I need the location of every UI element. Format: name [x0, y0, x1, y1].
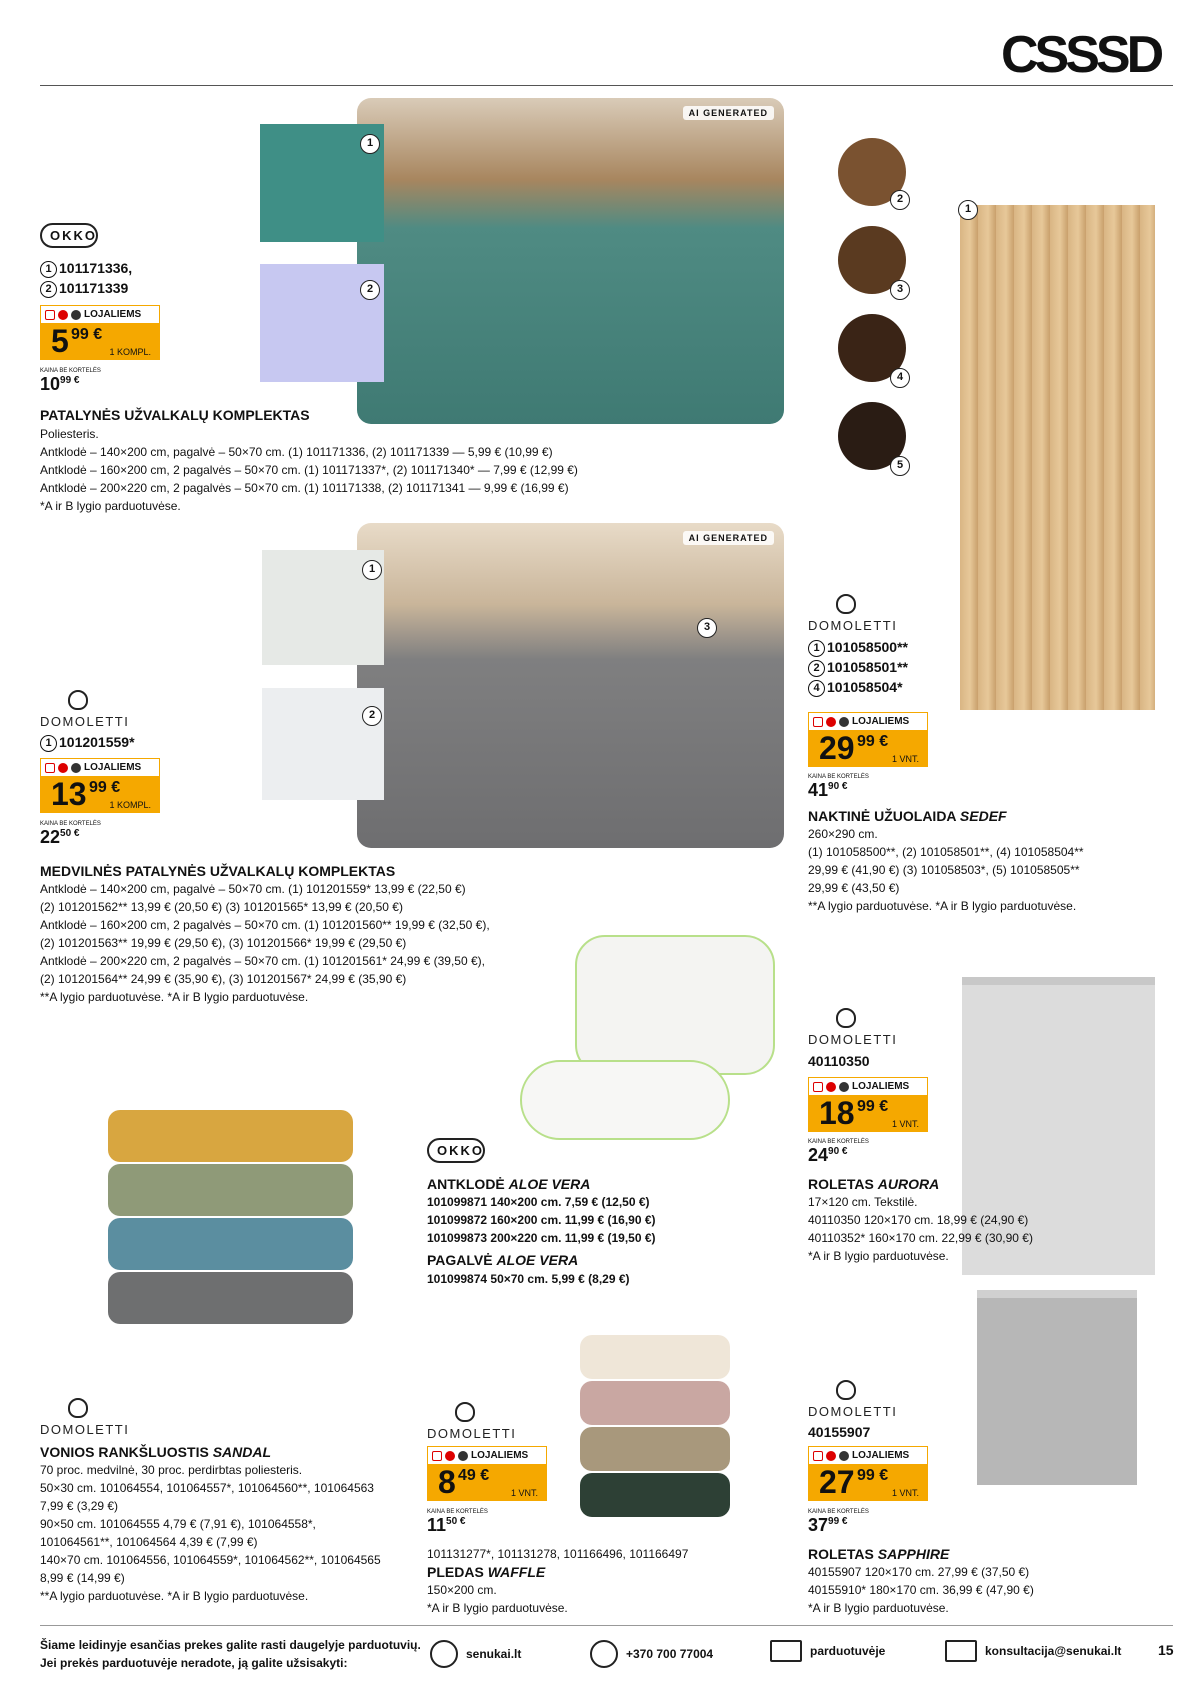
globe-icon: [430, 1640, 458, 1668]
brand-domoletti: DOMOLETTI: [808, 594, 897, 633]
footer-email[interactable]: konsultacija@senukai.lt: [945, 1640, 1121, 1662]
loyal-price-box: LOJALIEMS 27 99 € 1 VNT.: [808, 1446, 928, 1501]
loyal-price-box: LOJALIEMS 13 99 € 1 KOMPL.: [40, 758, 160, 813]
footer-divider: [40, 1625, 1173, 1626]
roller-blind-photo: [977, 1290, 1137, 1485]
brand-domoletti: DOMOLETTI: [40, 690, 129, 729]
product-codes: 1 101058500** 2 101058501** 4 101058504*: [808, 637, 908, 697]
domoletti-logo-icon: [68, 690, 88, 710]
top-divider: [40, 85, 1173, 86]
loyal-price-box: LOJALIEMS 18 99 € 1 VNT.: [808, 1077, 928, 1132]
curtain-tag-1: 1: [958, 200, 978, 220]
swatch-tag-2: 2: [360, 280, 380, 300]
domoletti-logo-icon: [836, 1008, 856, 1028]
swatch-tag-1: 1: [360, 134, 380, 154]
product-description: 150×200 cm. *A ir B lygio parduotuvėse.: [427, 1583, 568, 1615]
bedding-photo-2: [357, 523, 784, 848]
product-code: 40155907: [808, 1424, 871, 1440]
product-title: PATALYNĖS UŽVALKALŲ KOMPLEKTAS: [40, 407, 310, 423]
product-title: ROLETAS AURORA: [808, 1176, 940, 1192]
product-codes: 101131277*, 101131278, 101166496, 101166497: [427, 1547, 689, 1561]
brand-okko: OKKO: [427, 1138, 485, 1163]
brand-domoletti: DOMOLETTI: [808, 1008, 897, 1047]
mail-icon: [945, 1640, 977, 1662]
loyal-price-box: LOJALIEMS 8 49 € 1 VNT.: [427, 1446, 547, 1501]
regular-price: KAINA BE KORTELĖS $22^{50 €}$: [40, 821, 101, 847]
product-description: 260×290 cm. (1) 101058500**, (2) 101058501**, (4) 101058504** 29,99 € (41,90 €) (3) 101058503*, (5) 101058505** 29,99 € (43,50 €) **A lygio parduotuvėse. *A ir B lygio parduotuvėse.: [808, 827, 1084, 913]
footer-store[interactable]: parduotuvėje: [770, 1640, 885, 1662]
towels-photo: [108, 1110, 353, 1325]
swatch-2: [262, 688, 384, 800]
ai-generated-label: AI GENERATED: [683, 531, 774, 545]
swatch-tag-2: 2: [362, 706, 382, 726]
loyal-price-box: LOJALIEMS 29 99 € 1 VNT.: [808, 712, 928, 767]
product-title: ROLETAS SAPPHIRE: [808, 1546, 950, 1562]
domoletti-logo-icon: [836, 594, 856, 614]
product-title: NAKTINĖ UŽUOLAIDA SEDEF: [808, 808, 1007, 824]
product-title-duvet: ANTKLODĖ ALOE VERA: [427, 1176, 591, 1192]
brand-domoletti: DOMOLETTI: [808, 1380, 897, 1419]
page-number: 15: [1158, 1642, 1174, 1658]
ai-generated-label: AI GENERATED: [683, 106, 774, 120]
domoletti-logo-icon: [68, 1398, 88, 1418]
swatch-tag-1: 1: [362, 560, 382, 580]
swatch-tag-4: 4: [890, 368, 910, 388]
brand-domoletti: DOMOLETTI: [427, 1402, 516, 1441]
photo-tag-3: 3: [697, 618, 717, 638]
product-title-pillow: PAGALVĖ ALOE VERA: [427, 1252, 579, 1268]
domoletti-logo-icon: [455, 1402, 475, 1422]
regular-price: KAINA BE KORTELĖS $10^{99 €}$: [40, 368, 101, 394]
curtain-photo: [960, 205, 1155, 710]
product-title: PLEDAS WAFFLE: [427, 1564, 546, 1580]
product-title: VONIOS RANKŠLUOSTIS SANDAL: [40, 1444, 272, 1460]
bedding-photo-1: [357, 98, 784, 424]
product-codes: 1 101201559*: [40, 732, 135, 752]
brand-domoletti: DOMOLETTI: [40, 1398, 129, 1437]
cart-icon: [770, 1640, 802, 1662]
product-description-pillow: 101099874 50×70 cm. 5,99 € (8,29 €): [427, 1272, 630, 1286]
product-description-duvet: 101099871 140×200 cm. 7,59 € (12,50 €) 101099872 160×200 cm. 11,99 € (16,90 €) 101099873 200×220 cm. 11,99 € (19,50 €): [427, 1195, 656, 1245]
footer-phone[interactable]: +370 700 77004: [590, 1640, 713, 1668]
brand-logo: [1001, 26, 1171, 84]
product-description: Antklodė – 140×200 cm, pagalvė – 50×70 cm. (1) 101201559* 13,99 € (22,50 €) (2) 101201562** 13,99 € (20,50 €) (3) 101201565* 13,99 € (20,50 €) Antklodė – 160×200 cm, 2 pagalvės – 50×70 cm. (1) 101201560** 19,99 € (32,50 €), (2) 101201563** 19,99 € (29,50 €), (3) 101201566* 19,99 € (29,50 €) Antklodė – 200×220 cm, 2 pagalvės – 50×70 cm. (1) 101201561* 24,99 € (39,50 €), (2) 101201564** 24,99 € (35,90 €), (3) 101201567* 24,99 € (35,90 €) **A lygio parduotuvėse. *A ir B lygio parduotuvėse.: [40, 882, 490, 1004]
footer-note: Šiame leidinyje esančias prekes galite rasti daugelyje parduotuvių. Jei prekės parduotuvėje neradote, ją galite užsisakyti:: [40, 1638, 421, 1670]
regular-price: KAINA BE KORTELĖS $37^{99 €}$: [808, 1509, 869, 1535]
logo-text: CSSSD: [1001, 26, 1161, 84]
product-description: 70 proc. medvilnė, 30 proc. perdirbtas poliesteris. 50×30 cm. 101064554, 101064557*, 101064560**, 101064563 7,99 € (3,29 €) 90×50 cm. 101064555 4,79 € (7,91 €), 101064558*, 101064561**, 101064564 4,39 € (7,99 €) 140×70 cm. 101064556, 101064559*, 101064562**, 101064565 8,99 € (14,99 €) **A lygio parduotuvėse. *A ir B lygio parduotuvėse.: [40, 1463, 381, 1603]
regular-price: KAINA BE KORTELĖS $11^{50 €}$: [427, 1509, 488, 1535]
product-description: Poliesteris. Antklodė – 140×200 cm, pagalvė – 50×70 cm. (1) 101171336, (2) 101171339 — 5,99 € (10,99 €) Antklodė – 160×200 cm, 2 pagalvės – 50×70 cm. (1) 101171337*, (2) 101171340* — 7,99 € (12,99 €) Antklodė – 200×220 cm, 2 pagalvės – 50×70 cm. (1) 101171338, (2) 101171341 — 9,99 € (16,99 €) *A ir B lygio parduotuvėse.: [40, 427, 578, 513]
swatch-tag-5: 5: [890, 456, 910, 476]
product-code: 40110350: [808, 1053, 870, 1069]
duvet-pillow-photo: [520, 935, 790, 1145]
domoletti-logo-icon: [836, 1380, 856, 1400]
swatch-tag-3: 3: [890, 280, 910, 300]
product-description: 40155907 120×170 cm. 27,99 € (37,50 €) 40155910* 180×170 cm. 36,99 € (47,90 €) *A ir B lygio parduotuvėse.: [808, 1565, 1034, 1615]
product-description: 17×120 cm. Tekstilė. 40110350 120×170 cm. 18,99 € (24,90 €) 40110352* 160×170 cm. 22,99 € (30,90 €) *A ir B lygio parduotuvėse.: [808, 1195, 1033, 1263]
regular-price: KAINA BE KORTELĖS $41^{90 €}$: [808, 774, 869, 800]
swatch-tag-2: 2: [890, 190, 910, 210]
product-codes: 1 101171336, 2 101171339: [40, 258, 132, 298]
loyal-price-box: LOJALIEMS 5 99 € 1 KOMPL.: [40, 305, 160, 360]
footer-web[interactable]: senukai.lt: [430, 1640, 521, 1668]
phone-icon: [590, 1640, 618, 1668]
brand-okko: OKKO: [40, 223, 98, 248]
blankets-photo: [580, 1335, 730, 1517]
regular-price: KAINA BE KORTELĖS $24^{90 €}$: [808, 1139, 869, 1165]
product-title: MEDVILNĖS PATALYNĖS UŽVALKALŲ KOMPLEKTAS: [40, 863, 396, 879]
